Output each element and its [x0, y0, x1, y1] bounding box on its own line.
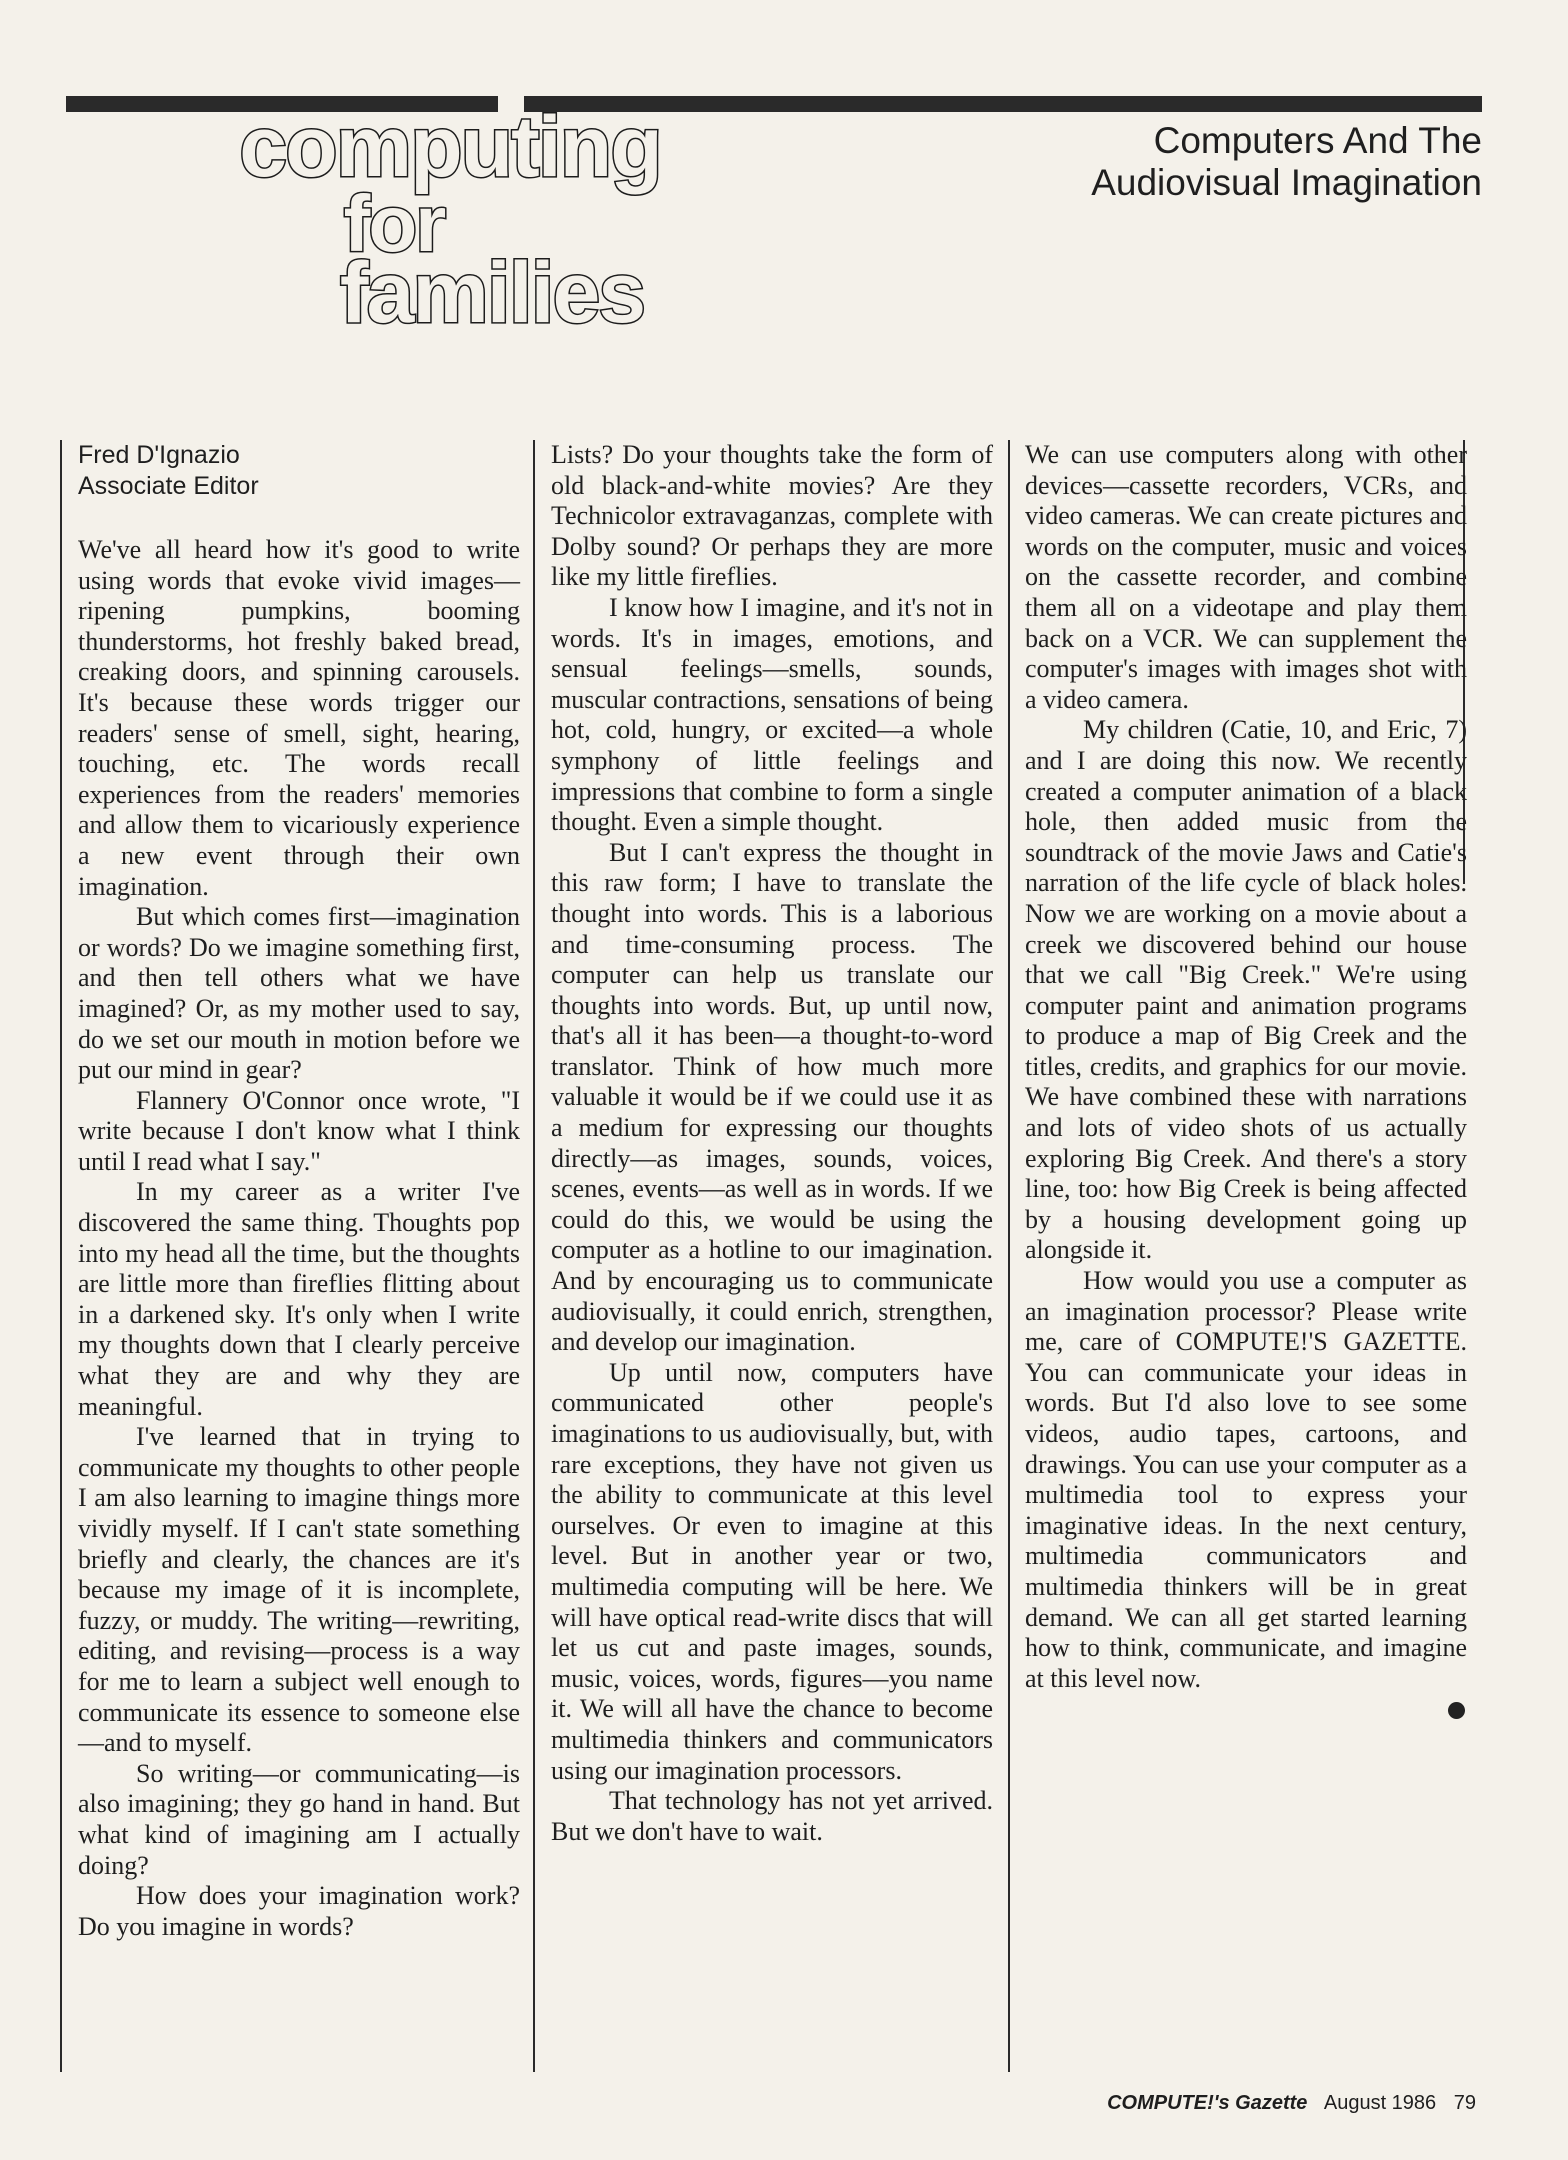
paragraph: Lists? Do your thoughts take the form of old black-and-white movies? Are they Technicolor extravaganzas, complete with Dolby sound? Or perhaps they are more like my little fireflies. [551, 440, 993, 592]
byline [78, 440, 520, 502]
paragraph: But I can't express the thought in this raw form; I have to translate the thought into words. This is a laborious and time-consuming process. The computer can help us translate our thoughts into words. But, up until now, that's all it has been—a thought-to-word translator. Think of how much more valuable it would be if we could use it as a medium for expressing our thoughts directly—as images, sounds, voices, scenes, events—as well as in words. If we could do this, we would be using the computer as a hotline to our imagination. And by encouraging us to communicate audiovisually, it could enrich, strengthen, and develop our imagination. [551, 837, 993, 1357]
paragraph: Flannery O'Connor once wrote, "I write because I don't know what I think until I read what I say." [78, 1085, 520, 1176]
paragraph: But which comes first—imagination or words? Do we imagine something first, and then tell others what we have imagined? Or, as my mother used to say, do we set our mouth in motion before we put our mind in gear? [78, 902, 520, 1085]
column-rule-left [60, 440, 62, 2072]
article-column-2 [551, 440, 993, 2072]
column-rule-middle [533, 440, 535, 2072]
headline-line-1: Computers And The [1153, 120, 1482, 161]
paragraph: How does your imagination work? Do you imagine in words? [78, 1881, 520, 1941]
paragraph: How would you use a computer as an imagination processor? Please write me, care of COMPUTE!'S GAZETTE. You can communicate your ideas in words. But I'd also love to see some videos, audio tapes, cartoons, and drawings. You can use your computer as a multimedia tool to express your imaginative ideas. In the next century, multimedia communicators and multimedia thinkers will be in great demand. We can all get started learning how to think, communicate, and imagine at this level now. [1025, 1266, 1467, 1693]
paragraph: My children (Catie, 10, and Eric, 7) and I are doing this now. We recently created a computer animation of a black hole, then added music from the soundtrack of the movie Jaws and Catie's narration of the life cycle of black holes. Now we are working on a movie about a creek we discovered behind our house that we call "Big Creek." We're using computer paint and animation programs to produce a map of Big Creek and the titles, credits, and graphics for our movie. We have combined these with narrations and lots of video shots of us actually exploring Big Creek. And there's a story line, too: how Big Creek is being affected by a housing development going up alongside it. [1025, 715, 1467, 1265]
paragraph: I've learned that in trying to communicate my thoughts to other people I am also learning to imagine things more vividly myself. If I can't state something briefly and clearly, the chances are it's because my image of it is incomplete, fuzzy, or muddy. The writing—rewriting, editing, and revising—process is a way for me to learn a subject well enough to communicate its essence to someone else—and to myself. [78, 1422, 520, 1758]
paragraph: We've all heard how it's good to write using words that evoke vivid images—ripening pumpkins, booming thunderstorms, hot freshly baked bread, creaking doors, and spinning carousels. It's because these words trigger our readers' sense of smell, sight, hearing, touching, etc. The words recall experiences from the readers' memories and allow them to vicariously experience a new event through their own imagination. [78, 535, 520, 901]
logo-line-families: families [339, 245, 645, 341]
column-logo-graphic [190, 99, 710, 341]
author-title: Associate Editor [78, 472, 259, 500]
paragraph: That technology has not yet arrived. But we don't have to wait. [551, 1786, 993, 1846]
article-headline [922, 120, 1482, 204]
article-column-1 [78, 440, 520, 2072]
column-rule-right [1008, 440, 1010, 2072]
column-logo [190, 99, 710, 341]
headline-line-2: Audiovisual Imagination [1091, 162, 1482, 203]
page-number: 79 [1453, 2092, 1476, 2114]
paragraph: So writing—or communicating—is also imagining; they go hand in hand. But what kind of imagining am I actually doing? [78, 1758, 520, 1880]
logo-line-for: for [343, 179, 445, 268]
paragraph: In my career as a writer I've discovered the same thing. Thoughts pop into my head all the time, but the thoughts are little more than fireflies flitting about in a darkened sky. It's only when I write my thoughts down that I clearly perceive what they are and why they are meaningful. [78, 1177, 520, 1421]
footer-date: August 1986 [1323, 2092, 1437, 2114]
logo-line-computing: computing [239, 99, 661, 195]
paragraph: I know how I imagine, and it's not in words. It's in images, emotions, and sensual feelings—smells, sounds, muscular contractions, sensations of being hot, cold, hungry, or excited—a whole symphony of little feelings and impressions that combine to form a single thought. Even a simple thought. [551, 592, 993, 837]
author-name: Fred D'Ignazio [78, 441, 240, 469]
paragraph: We can use computers along with other devices—cassette recorders, VCRs, and video cameras. We can create pictures and words on the computer, music and voices on the cassette recorder, and combine them all on a videotape and play them back on a VCR. We can supplement the computer's images with images shot with a video camera. [1025, 440, 1467, 714]
paragraph: Up until now, computers have communicated other people's imaginations to us audiovisually, but, with rare exceptions, they have not given us the ability to communicate at this level ourselves. Or even to imagine at this level. But in another year or two, multimedia computing will be here. We will have optical read-write discs that will let us cut and paste images, sounds, music, voices, words, figures—you name it. We will all have the chance to become multimedia thinkers and communicators using our imagination processors. [551, 1357, 993, 1785]
footer-publication: COMPUTE!'s Gazette [1107, 2092, 1308, 2114]
page-footer [1107, 2092, 1476, 2115]
article-column-3 [1025, 440, 1467, 2072]
